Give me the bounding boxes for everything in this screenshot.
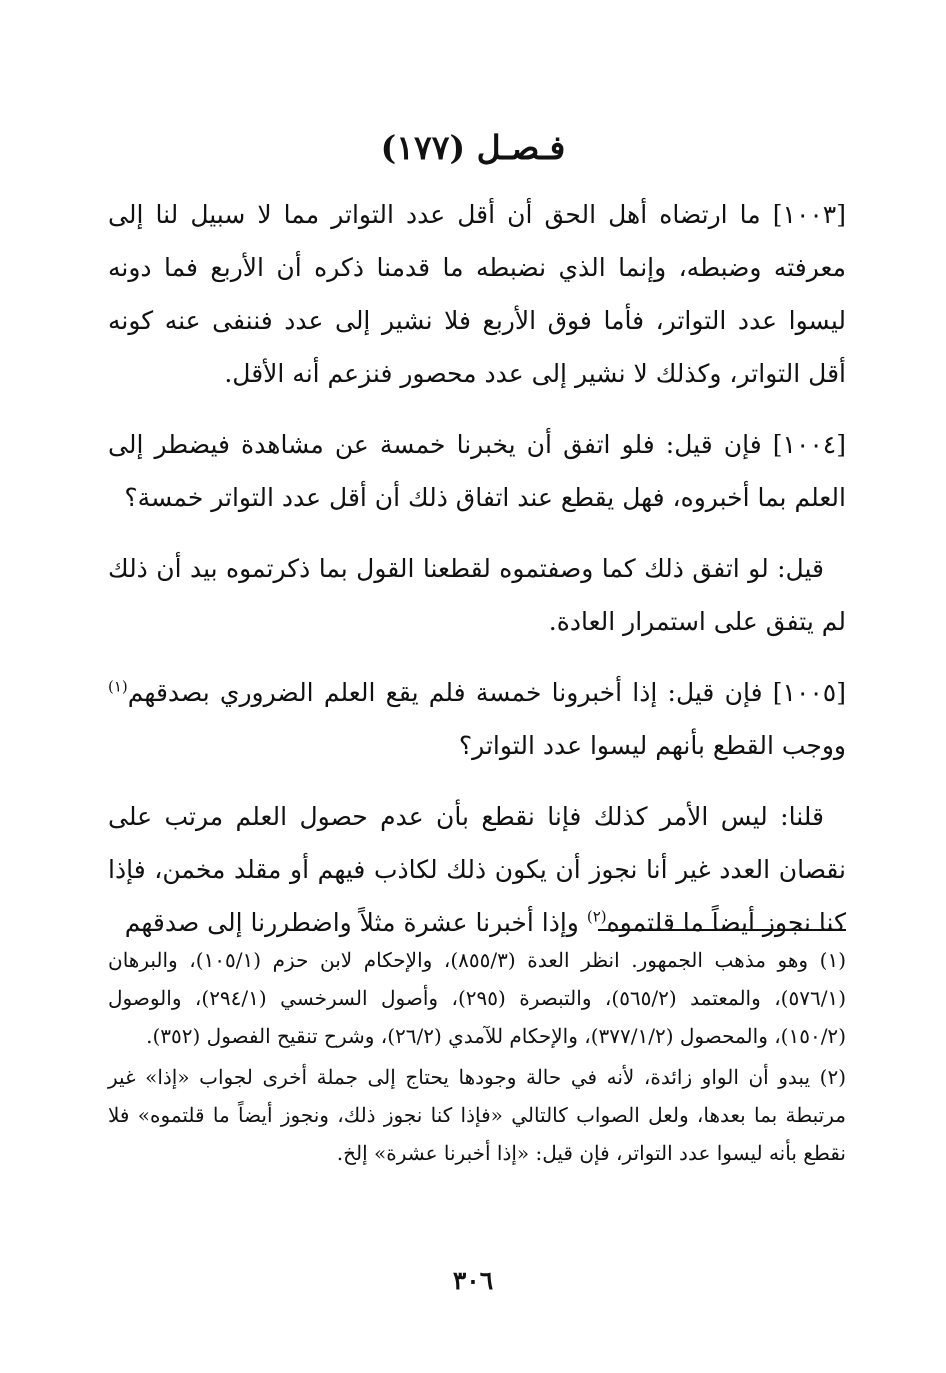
paragraph-1004: [١٠٠٤] فإن قيل: فلو اتفق أن يخبرنا خمسة عن مشاهدة فيضطر إلى العلم بما أخبروه، فهل يقطع عند اتفاق ذلك أن أقل عدد التواتر خمسة؟	[108, 430, 846, 512]
footnotes	[108, 941, 846, 1175]
paragraph-1003: [١٠٠٣] ما ارتضاه أهل الحق أن أقل عدد التواتر مما لا سبيل لنا إلى معرفته وضبطه، وإنما الذي نضبطه ما قدمنا ذكره أن الأربع فما دونه ليسوا عدد التواتر، فأما فوق الأربع فلا نشير إلى عدد فننفى عنه كونه أقل التواتر، وكذلك لا نشير إلى عدد محصور فنزعم أنه الأقل.	[108, 200, 846, 388]
footnote-number: (١)	[819, 948, 846, 972]
paragraph-1005	[108, 666, 846, 772]
footnote-1	[108, 941, 846, 1055]
footnote-text: وهو مذهب الجمهور. انظر العدة (٨٥٥/٣)، والإحكام لابن حزم (١٠٥/١)، والبرهان (٥٧٦/١)، والمعتمد (٥٦٥/٢)، والتبصرة (٢٩٥)، وأصول السرخسي (٢٩٤/١)، والوصول (١٥٠/٢)، والمحصول (٣٧٧/١/٢)، والإحكام للآمدي (٢٦/٢)، وشرح تنقيح الفصول (٣٥٢).	[108, 948, 846, 1048]
footnote-divider	[598, 929, 846, 931]
footnote-ref-1: (١)	[108, 677, 128, 696]
chapter-heading: (١٧٧) فـصـل	[380, 128, 566, 167]
footnote-number: (٢)	[819, 1065, 846, 1089]
paragraph-1005-answer	[108, 790, 846, 949]
footnote-ref-2: (٢)	[586, 907, 607, 926]
page-number: ٣٠٦	[452, 1266, 494, 1295]
footnote-2	[108, 1058, 846, 1172]
paragraph-1005-answer-text: قلنا: ليس الأمر كذلك فإنا نقطع بأن عدم حصول العلم مرتب على نقصان العدد غير أنا نجوز أن يكون ذلك لكاذب فيهم أو مقلد مخمن، فإذا كنا نجوز أيضاً ما قلتموه	[108, 802, 846, 937]
paragraph-1005-answer-text-end: وإذا أخبرنا عشرة مثلاً واضطررنا إلى صدقهم	[124, 908, 587, 937]
paragraph-1005-text-end: ووجب القطع بأنهم ليسوا عدد التواتر؟	[458, 731, 846, 760]
paragraph-1004-answer: قيل: لو اتفق ذلك كما وصفتموه لقطعنا القول بما ذكرتموه بيد أن ذلك لم يتفق على استمرار العادة.	[108, 554, 846, 636]
paragraph-1005-text: [١٠٠٥] فإن قيل: إذا أخبرونا خمسة فلم يقع العلم الضروري بصدقهم	[127, 678, 846, 707]
footnote-text: يبدو أن الواو زائدة، لأنه في حالة وجودها يحتاج إلى جملة أخرى لجواب «إذا» غير مرتبطة بما بعدها، ولعل الصواب كالتالي «فإذا كنا نجوز ذلك، ونجوز أيضاً ما قلتموه» فلا نقطع بأنه ليسوا عدد التواتر، فإن قيل: «إذا أخبرنا عشرة» إلخ.	[108, 1065, 846, 1165]
main-text	[108, 188, 846, 967]
